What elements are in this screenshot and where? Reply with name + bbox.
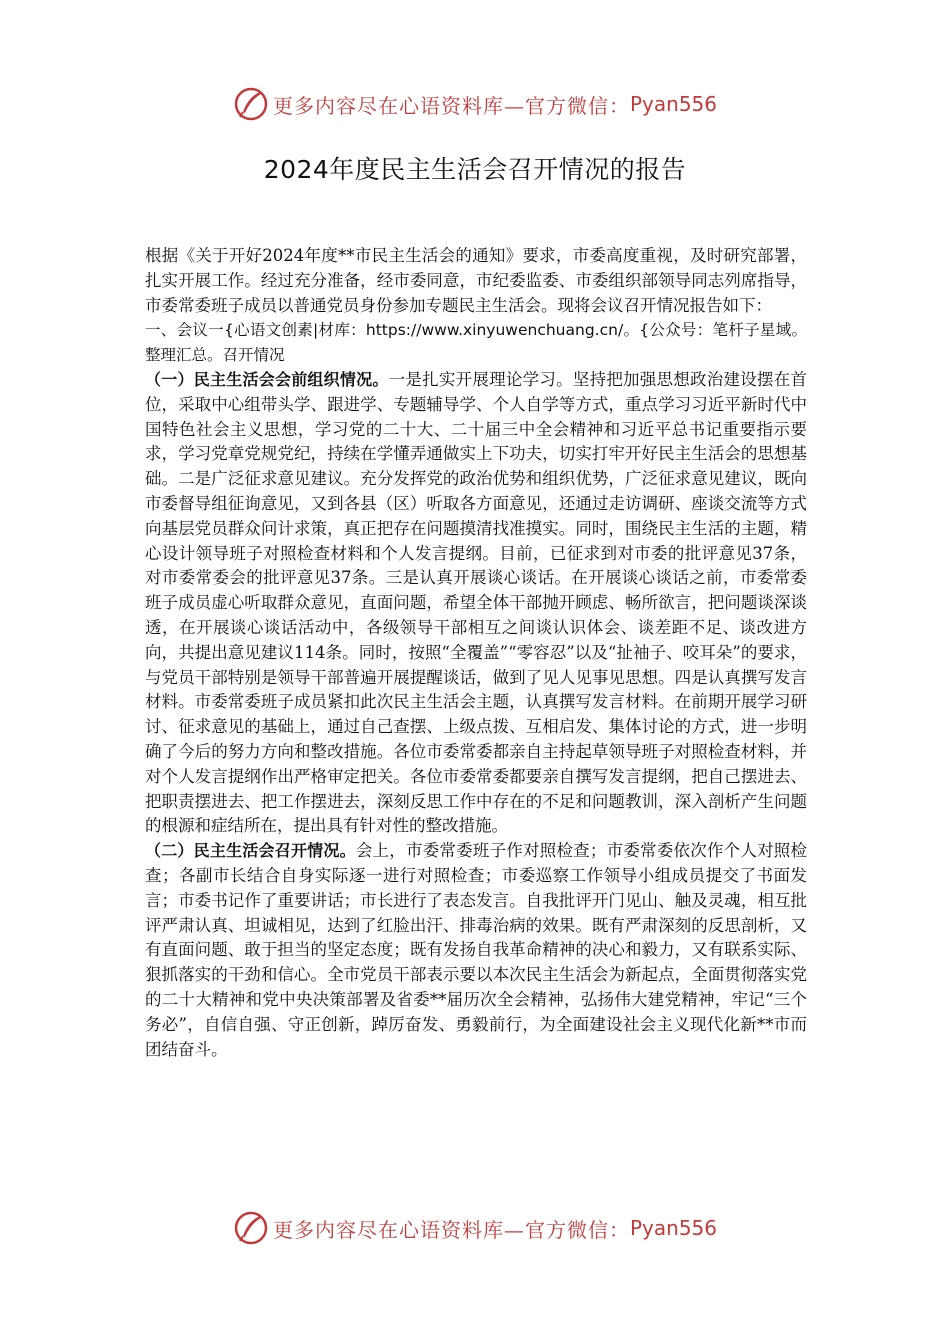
section-heading: 一、会议一{心语文创素|材库：https://www.xinyuwenchuang.cn/。{公众号：笔杆子星域。整理汇总。召开情况	[145, 321, 807, 365]
banner-text: 更多内容尽在心语资料库—官方微信：	[272, 93, 630, 118]
page-title: 2024年度民主生活会召开情况的报告	[263, 155, 687, 184]
subsection-1-lead: （一）民主生活会会前组织情况。	[145, 369, 389, 389]
banner-wechat-id: Pyan556	[629, 92, 717, 116]
subsection-1-text: 一是扎实开展理论学习。坚持把加强思想政治建设摆在首位，采取中心组带头学、跟进学、专题辅导学、个人自学等方式，重点学习习近平新时代中国特色社会主义思想，学习党的二十大、二十届三中全会精神和习近平总书记重要指示要求，学习党章党规党纪，持续在学懂弄通做实上下功夫，切实打牢开好民主生活会的思想基础。二是广泛征求意见建议。充分发挥党的政治优势和组织优势，广泛征求意见建议，既向市委督导组征询意见，又到各县（区）听取各方面意见，还通过走访调研、座谈交流等方式向基层党员群众问计求策，真正把存在问题摸清找准摸实。同时，围绕民主生活的主题，精心设计领导班子对照检查材料和个人发言提纲。目前，已征求到对市委的批评意见37条，对市委常委会的批评意见37条。三是认真开展谈心谈话。在开展谈心谈话之前，市委常委班子成员虚心听取群众意见，直面问题，希望全体干部抛开顾虑、畅所欲言，把问题谈深谈透，在开展谈心谈话活动中，各级领导干部相互之间谈认识体会、谈差距不足、谈改进方向，共提出意见建议114条。同时，按照“全覆盖”“零容忍”以及“扯袖子、咬耳朵”的要求，与党员干部特别是领导干部普遍开展提醒谈话，做到了见人见事见思想。四是认真撰写发言材料。市委常委班子成员紧扣此次民主生活会主题，认真撰写发言材料。在前期开展学习研讨、征求意见的基础上，通过自己查摆、上级点拨、互相启发、集体讨论的方式，进一步明确了今后的努力方向和整改措施。各位市委常委都亲自主持起草领导班子对照检查材料，并对个人发言提纲作出严格审定把关。各位市委常委都要亲自撰写发言提纲，把自己摆进去、把职责摆进去、把工作摆进去，深刻反思工作中存在的不足和问题教训，深入剖析产生问题的根源和症结所在，提出具有针对性的整改措施。	[145, 369, 807, 836]
body-content	[145, 244, 807, 1062]
intro-paragraph: 根据《关于开好2024年度**市民主生活会的通知》要求，市委高度重视，及时研究部署，扎实开展工作。经过充分准备，经市委同意，市纪委监委、市委组织部领导同志列席指导，市委常委班子成员以普通党员身份参加专题民主生活会。现将会议召开情况报告如下：	[145, 246, 807, 315]
subsection-1	[145, 368, 807, 839]
header-banner	[0, 84, 950, 124]
subsection-2	[145, 839, 807, 1062]
subsection-2-lead: （二）民主生活会召开情况。	[145, 841, 356, 861]
footer-banner	[0, 1208, 950, 1248]
subsection-2-text: 会上，市委常委班子作对照检查；市委常委依次作个人对照检查；各副市长结合自身实际逐一进行对照检查；市委巡察工作领导小组成员提交了书面发言；市委书记作了重要讲话；市长进行了表态发言。自我批评开门见山、触及灵魂，相互批评严肃认真、坦诚相见，达到了红脸出汗、排毒治病的效果。既有严肃深刻的反思剖析，又有直面问题、敢于担当的坚定态度；既有发扬自我革命精神的决心和毅力，又有联系实际、狠抓落实的干劲和信心。全市党员干部表示要以本次民主生活会为新起点，全面贯彻落实党的二十大精神和党中央决策部署及省委**届历次全会精神，弘扬伟大建党精神，牢记“三个务必”，自信自强、守正创新，踔厉奋发、勇毅前行，为全面建设社会主义现代化新**市而团结奋斗。	[145, 841, 808, 1059]
quill-pen-icon	[233, 1210, 269, 1246]
footer-banner-text: 更多内容尽在心语资料库—官方微信：	[272, 1217, 630, 1242]
quill-pen-icon	[233, 86, 269, 122]
footer-banner-wechat-id: Pyan556	[629, 1216, 717, 1240]
